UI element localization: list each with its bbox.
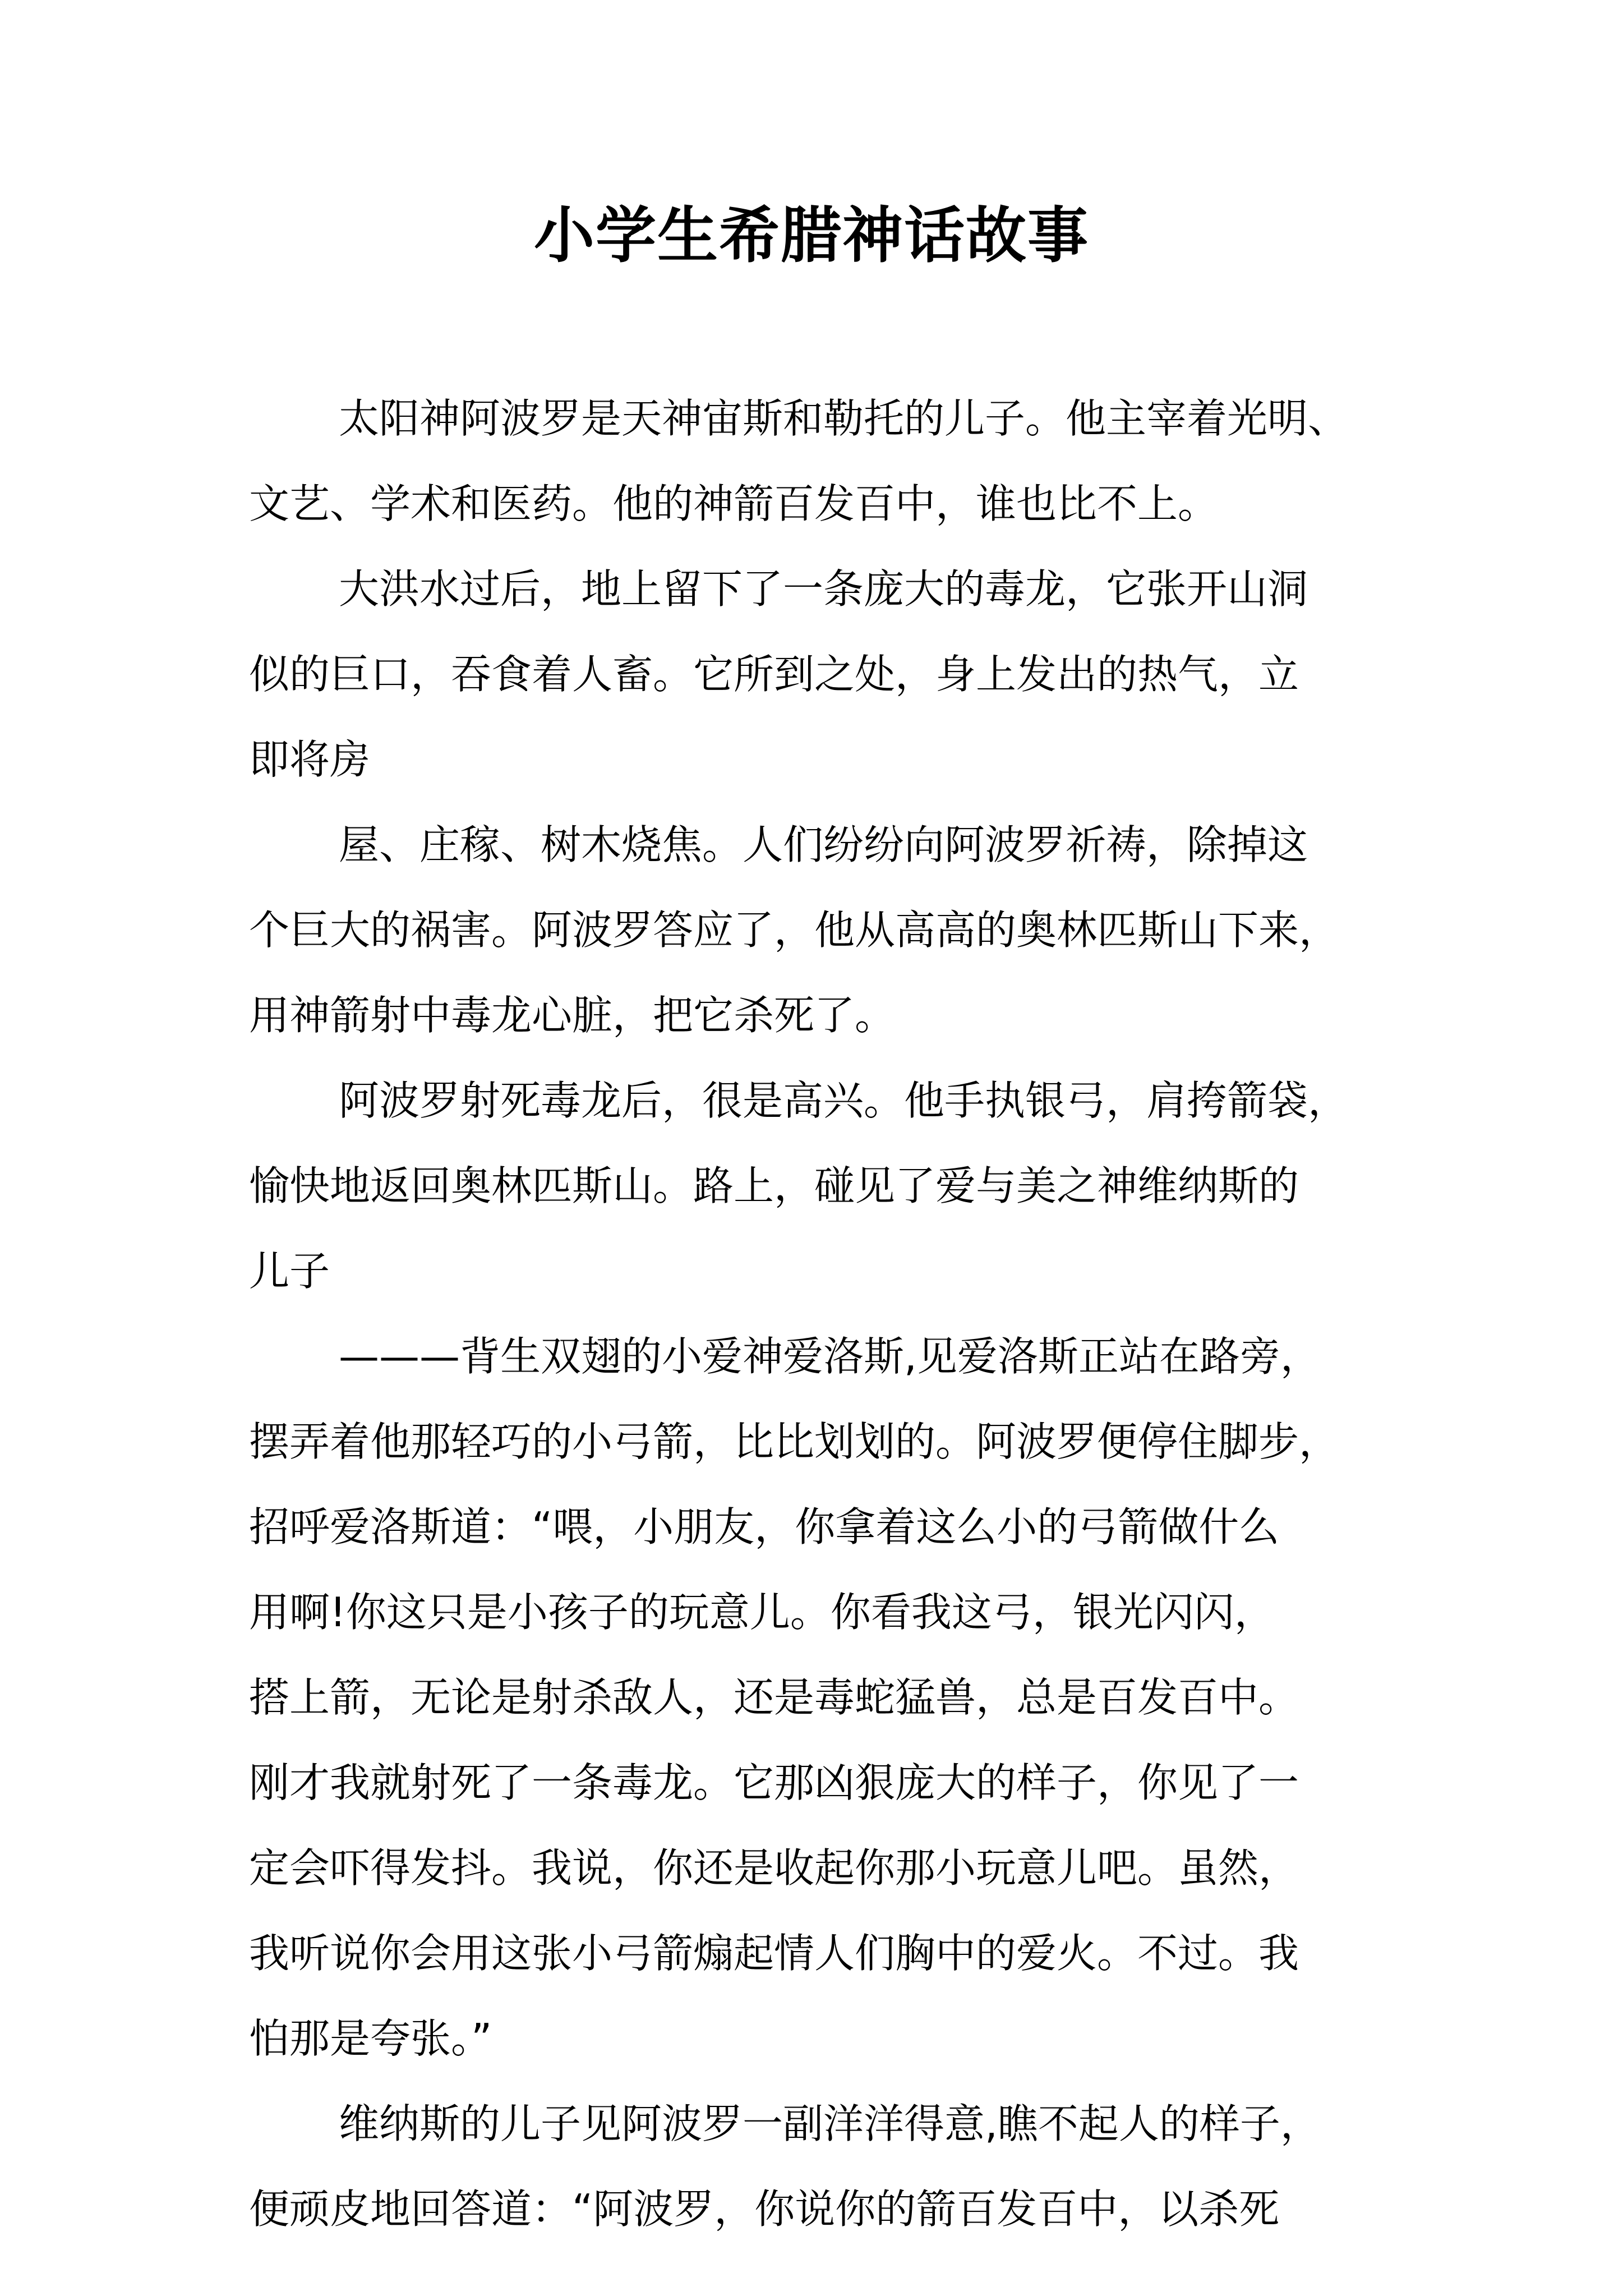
paragraph-3	[249, 802, 1382, 1058]
paragraph-6	[249, 2081, 1382, 2252]
text-line: ———背生双翅的小爱神爱洛斯,见爱洛斯正站在路旁，	[339, 1333, 1321, 1380]
text-line: 便顽皮地回答道：“阿波罗，你说你的箭百发百中，以杀死	[249, 2185, 1280, 2233]
text-line: 屋、庄稼、树木烧焦。人们纷纷向阿波罗祈祷，除掉这	[339, 821, 1308, 868]
text-line: 即将房	[249, 736, 371, 783]
text-line: 阿波罗射死毒龙后，很是高兴。他手执银弓，肩挎箭袋，	[339, 1077, 1349, 1124]
paragraph-2	[249, 546, 1382, 802]
text-line: 刚才我就射死了一条毒龙。它那凶狠庞大的样子，你见了一	[249, 1759, 1299, 1806]
text-line: 太阳神阿波罗是天神宙斯和勒托的儿子。他主宰着光明、	[339, 395, 1349, 442]
document-title: 小学生希腊神话故事	[533, 200, 1089, 271]
text-line: 招呼爱洛斯道：“喂，小朋友，你拿着这么小的弓箭做什么	[249, 1503, 1280, 1550]
document-body	[249, 376, 1382, 2252]
text-line: 用神箭射中毒龙心脏，把它杀死了。	[249, 992, 896, 1039]
text-line: 似的巨口，吞食着人畜。它所到之处，身上发出的热气，立	[249, 651, 1299, 698]
text-line: 用啊!你这只是小孩子的玩意儿。你看我这弓，银光闪闪，	[249, 1589, 1275, 1636]
paragraph-1	[249, 376, 1382, 546]
text-line: 怕那是夸张。”	[249, 2015, 492, 2062]
text-line: 定会吓得发抖。我说，你还是收起你那小玩意儿吧。虽然，	[249, 1844, 1299, 1892]
text-line: 搭上箭，无论是射杀敌人，还是毒蛇猛兽，总是百发百中。	[249, 1674, 1299, 1721]
text-line: 儿子	[249, 1248, 330, 1295]
text-line: 摆弄着他那轻巧的小弓箭，比比划划的。阿波罗便停住脚步，	[249, 1418, 1340, 1465]
text-line: 我听说你会用这张小弓箭煽起情人们胸中的爱火。不过。我	[249, 1930, 1299, 1977]
paragraph-4	[249, 1058, 1382, 1314]
text-line: 愉快地返回奥林匹斯山。路上，碰见了爱与美之神维纳斯的	[249, 1162, 1299, 1209]
paragraph-5	[249, 1314, 1382, 2081]
text-line: 大洪水过后，地上留下了一条庞大的毒龙，它张开山洞	[339, 565, 1308, 613]
text-line: 个巨大的祸害。阿波罗答应了，他从高高的奥林匹斯山下来，	[249, 907, 1340, 954]
text-line: 维纳斯的儿子见阿波罗一副洋洋得意,瞧不起人的样子，	[339, 2100, 1321, 2147]
text-line: 文艺、学术和医药。他的神箭百发百中，谁也比不上。	[249, 480, 1219, 527]
